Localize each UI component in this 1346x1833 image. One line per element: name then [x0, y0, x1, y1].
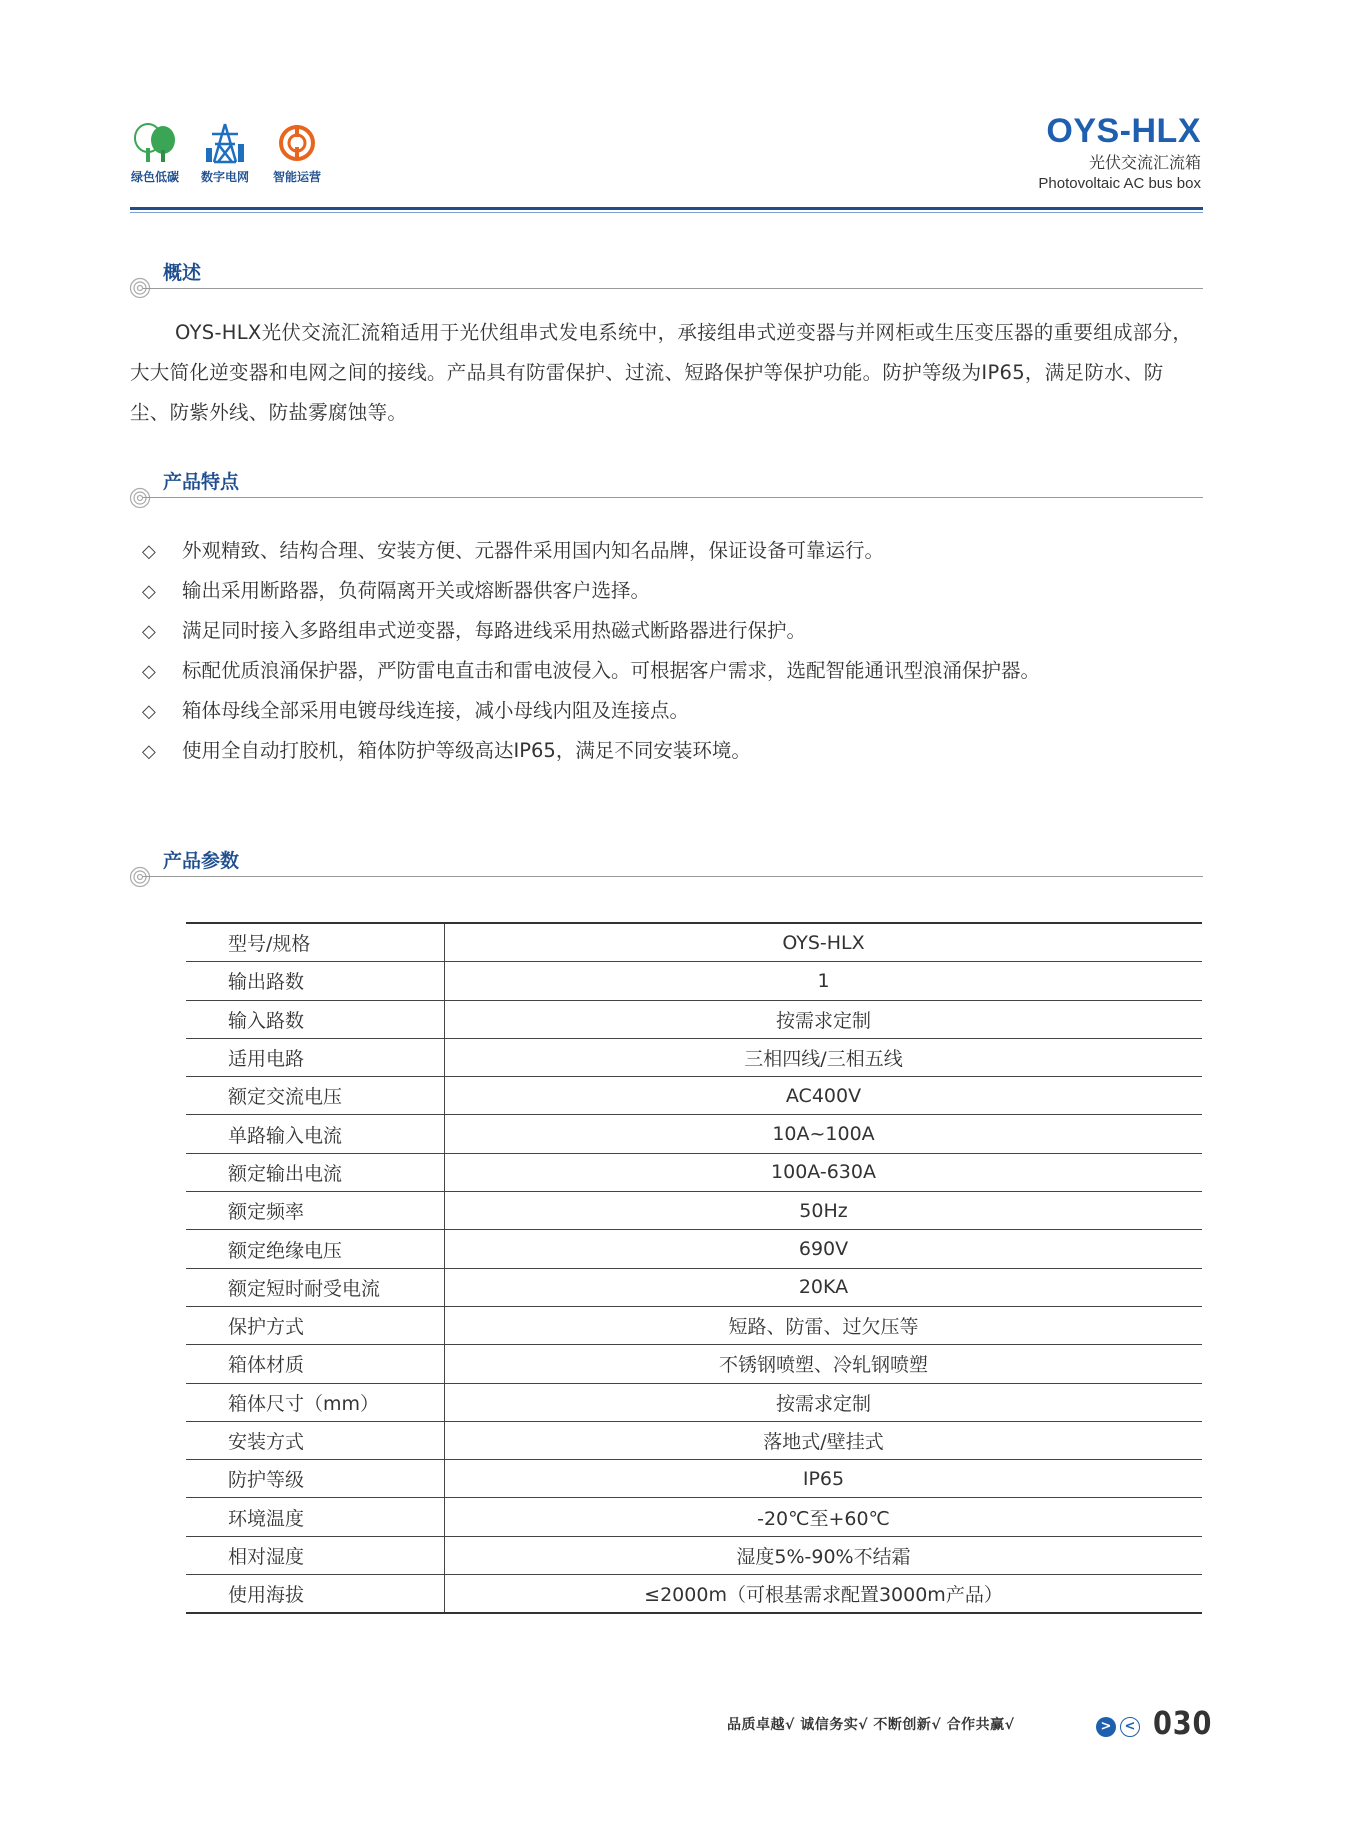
- trees-icon: [130, 122, 180, 164]
- table-row: [186, 1230, 1202, 1268]
- table-row: [186, 1000, 1202, 1038]
- list-item: [142, 651, 1040, 691]
- section-title-overview: 概述: [163, 262, 202, 284]
- param-name: 输入路数: [186, 1000, 445, 1038]
- param-value: 短路、防雷、过欠压等: [445, 1306, 1203, 1344]
- section-title-features: 产品特点: [163, 471, 240, 493]
- param-name: 防护等级: [186, 1460, 445, 1498]
- logo-smart-operation: [257, 122, 337, 185]
- param-value: AC400V: [445, 1077, 1203, 1115]
- param-value: 按需求定制: [445, 1383, 1203, 1421]
- page-number: 030: [1153, 1704, 1213, 1742]
- table-row: [186, 1383, 1202, 1421]
- table-row: [186, 1536, 1202, 1574]
- table-row: [186, 1077, 1202, 1115]
- param-value: 按需求定制: [445, 1000, 1203, 1038]
- param-value: IP65: [445, 1460, 1203, 1498]
- param-value: 10A~100A: [445, 1115, 1203, 1153]
- param-value: -20℃至+60℃: [445, 1498, 1203, 1536]
- feature-text: 满足同时接入多路组串式逆变器，每路进线采用热磁式断路器进行保护。: [182, 619, 807, 642]
- param-name: 单路输入电流: [186, 1115, 445, 1153]
- table-row: [186, 923, 1202, 962]
- section-rule: [143, 497, 1203, 498]
- list-item: [142, 691, 1040, 731]
- diamond-bullet-icon: ◇: [142, 701, 156, 722]
- overview-text: OYS-HLX光伏交流汇流箱适用于光伏组串式发电系统中，承接组串式逆变器与并网柜或生压变压器的重要组成部分，大大简化逆变器和电网之间的接线。产品具有防雷保护、过流、短路保护等保护功能。防护等级为IP65，满足防水、防尘、防紫外线、防盐雾腐蚀等。: [130, 321, 1193, 424]
- param-value: 50Hz: [445, 1192, 1203, 1230]
- param-name: 箱体材质: [186, 1345, 445, 1383]
- params-table: [186, 922, 1202, 1614]
- param-name: 额定绝缘电压: [186, 1230, 445, 1268]
- table-row: [186, 1115, 1202, 1153]
- diamond-bullet-icon: ◇: [142, 581, 156, 602]
- param-value: 不锈钢喷塑、冷轧钢喷塑: [445, 1345, 1203, 1383]
- param-name: 箱体尺寸（mm）: [186, 1383, 445, 1421]
- footer-slogan: 品质卓越√ 诚信务实√ 不断创新√ 合作共赢√: [727, 1717, 1015, 1733]
- list-item: [142, 731, 1040, 771]
- diamond-bullet-icon: ◇: [142, 621, 156, 642]
- param-value: 1: [445, 962, 1203, 1000]
- logo-label: 智能运营: [272, 170, 321, 184]
- product-model: OYS-HLX: [1046, 112, 1201, 150]
- section-rule: [143, 288, 1203, 289]
- list-item: [142, 531, 1040, 571]
- param-name: 保护方式: [186, 1306, 445, 1344]
- prev-page-icon[interactable]: <: [1120, 1717, 1140, 1737]
- logo-green-lowcarbon: [115, 122, 195, 185]
- logo-label: 数字电网: [200, 170, 249, 184]
- param-name: 环境温度: [186, 1498, 445, 1536]
- diamond-bullet-icon: ◇: [142, 661, 156, 682]
- feature-text: 输出采用断路器，负荷隔离开关或熔断器供客户选择。: [182, 579, 651, 602]
- param-name: 相对湿度: [186, 1536, 445, 1574]
- param-value: ≤2000m（可根基需求配置3000m产品）: [445, 1575, 1203, 1614]
- section-bullet-icon: [129, 866, 151, 888]
- logo-digital-grid: [185, 122, 265, 185]
- product-name-en: Photovoltaic AC bus box: [1038, 175, 1201, 192]
- feature-text: 外观精致、结构合理、安装方便、元器件采用国内知名品牌，保证设备可靠运行。: [182, 539, 885, 562]
- feature-text: 箱体母线全部采用电镀母线连接，减小母线内阻及连接点。: [182, 699, 690, 722]
- product-name-cn: 光伏交流汇流箱: [1088, 153, 1201, 172]
- param-value: 690V: [445, 1230, 1203, 1268]
- list-item: [142, 611, 1040, 651]
- table-row: [186, 1575, 1202, 1614]
- param-name: 安装方式: [186, 1421, 445, 1459]
- section-title-params: 产品参数: [163, 850, 240, 872]
- header-divider-thin: [130, 212, 1203, 213]
- section-rule: [143, 876, 1203, 877]
- param-name: 额定输出电流: [186, 1153, 445, 1191]
- param-name: 型号/规格: [186, 923, 445, 962]
- param-value: OYS-HLX: [445, 923, 1203, 962]
- param-name: 使用海拔: [186, 1575, 445, 1614]
- diamond-bullet-icon: ◇: [142, 541, 156, 562]
- logo-label: 绿色低碳: [130, 170, 179, 184]
- product-header: [1038, 112, 1201, 194]
- feature-text: 使用全自动打胶机，箱体防护等级高达IP65，满足不同安装环境。: [182, 739, 751, 762]
- param-value: 三相四线/三相五线: [445, 1038, 1203, 1076]
- table-row: [186, 1306, 1202, 1344]
- param-value: 落地式/壁挂式: [445, 1421, 1203, 1459]
- param-name: 额定短时耐受电流: [186, 1268, 445, 1306]
- table-row: [186, 1192, 1202, 1230]
- list-item: [142, 571, 1040, 611]
- param-name: 额定交流电压: [186, 1077, 445, 1115]
- header-divider: [130, 207, 1203, 210]
- param-value: 湿度5%-90%不结霜: [445, 1536, 1203, 1574]
- param-value: 20KA: [445, 1268, 1203, 1306]
- param-name: 输出路数: [186, 962, 445, 1000]
- table-row: [186, 1345, 1202, 1383]
- param-value: 100A-630A: [445, 1153, 1203, 1191]
- diamond-bullet-icon: ◇: [142, 741, 156, 762]
- next-page-icon[interactable]: >: [1096, 1717, 1116, 1737]
- smart-maintenance-icon: [272, 122, 322, 164]
- power-tower-icon: [200, 122, 250, 164]
- table-row: [186, 1038, 1202, 1076]
- table-row: [186, 1498, 1202, 1536]
- table-row: [186, 1268, 1202, 1306]
- table-row: [186, 1153, 1202, 1191]
- param-name: 额定频率: [186, 1192, 445, 1230]
- table-row: [186, 1460, 1202, 1498]
- feature-text: 标配优质浪涌保护器，严防雷电直击和雷电波侵入。可根据客户需求，选配智能通讯型浪涌保护器。: [182, 659, 1041, 682]
- param-name: 适用电路: [186, 1038, 445, 1076]
- section-bullet-icon: [129, 487, 151, 509]
- table-row: [186, 962, 1202, 1000]
- feature-list: [142, 531, 1040, 771]
- table-row: [186, 1421, 1202, 1459]
